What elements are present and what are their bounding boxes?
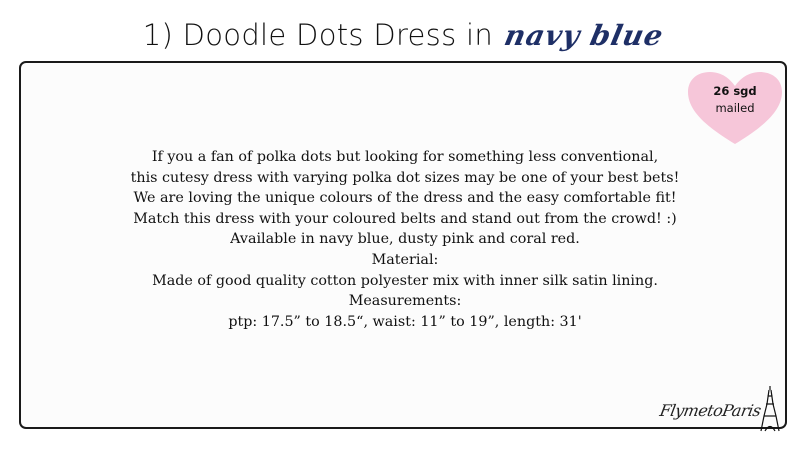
description-line: Match this dress with your coloured belts and stand out from the crowd! :): [133, 210, 677, 227]
eiffel-tower-icon: [760, 386, 780, 432]
description-line: We are loving the unique colours of the dress and the easy comfortable fit!: [133, 190, 677, 207]
brand-logo: [660, 386, 790, 434]
title-color-accent: navy blue: [501, 19, 667, 52]
material-line: Made of good quality cotton polyester mix with inner silk satin lining.: [152, 272, 658, 289]
product-description: [60, 147, 750, 332]
price-badge: [685, 70, 785, 146]
description-line: If you a fan of polka dots but looking for something less conventional,: [151, 149, 659, 165]
description-line: this cutesy dress with varying polka dot sizes may be one of your best bets!: [130, 169, 680, 186]
availability-line: Available in navy blue, dusty pink and coral red.: [230, 231, 580, 248]
page-title: [0, 18, 806, 58]
brand-name: FlymetoParis: [658, 401, 763, 420]
title-text: 1) Doodle Dots Dress in: [142, 18, 494, 52]
price-amount: 26 sgd: [713, 84, 757, 98]
material-heading: Material:: [371, 251, 439, 268]
price-note: mailed: [715, 101, 755, 115]
measurements-heading: Measurements:: [348, 293, 462, 310]
measurements-line: ptp: 17.5” to 18.5“, waist: 11” to 19”, length: 31': [228, 313, 582, 330]
